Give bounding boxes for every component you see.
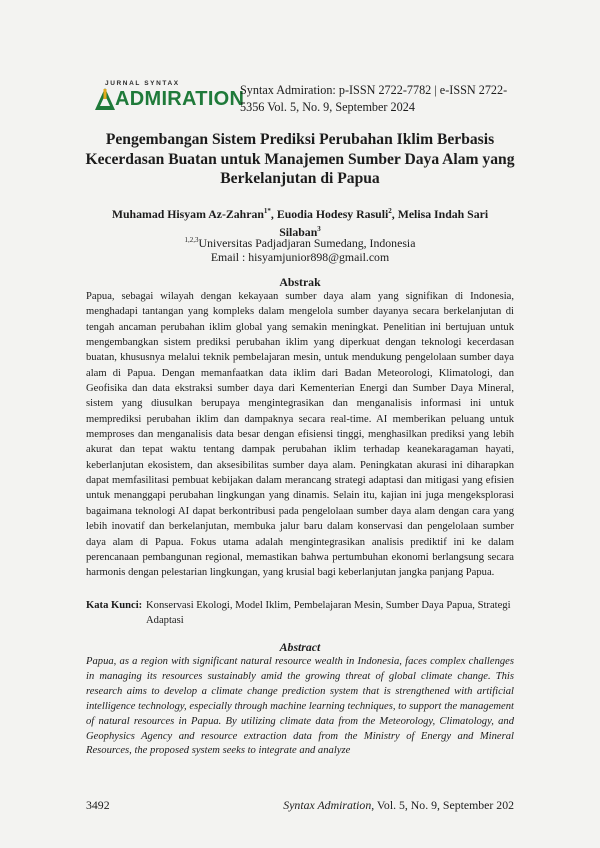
author-list: Muhamad Hisyam Az-Zahran$^{1*}$, Euodia Hodesy Rasuli$^2$, Melisa Indah Sari Silaban$^3$	[111, 206, 489, 239]
paper-title: Pengembangan Sistem Prediksi Perubahan Iklim Berbasis Kecerdasan Buatan untuk Manajemen Sumber Daya Alam yang Berkelanjutan di Papua	[85, 131, 515, 187]
author-name: Muhamad Hisyam Az-Zahran	[111, 206, 264, 221]
footer-volume: , Vol. 5, No. 9, September 202	[371, 798, 514, 812]
author-marker: 2	[388, 207, 392, 215]
author-marker: 1*	[263, 207, 271, 215]
affiliation	[90, 233, 510, 264]
page-number: 3492	[86, 798, 110, 812]
logo-small-text: JURNAL SYNTAX	[105, 80, 180, 87]
logo-emblem-icon	[93, 86, 117, 112]
author-name: Melisa Indah Sari Silaban	[279, 206, 489, 239]
affiliation-institution: Universitas Padjadjaran Sumedang, Indonesia	[198, 235, 416, 250]
journal-logo	[93, 80, 245, 116]
footer-journal-name: Syntax Admiration	[283, 798, 372, 812]
keywords-label: Kata Kunci:	[86, 600, 143, 611]
author-name: Euodia Hodesy Rasuli	[276, 206, 389, 221]
abstrak-heading: Abstrak	[279, 275, 321, 289]
keywords-block	[86, 598, 514, 628]
journal-info: Syntax Admiration: p-ISSN 2722-7782 | e-ISSN 2722-5356 Vol. 5, No. 9, September 2024	[240, 83, 508, 114]
logo-brand-text: ADMIRATION	[115, 88, 245, 110]
affiliation-institution-line	[90, 233, 510, 250]
abstract-heading: Abstract	[279, 640, 321, 654]
abstrak-body: Papua, sebagai wilayah dengan kekayaan sumber daya alam yang signifikan di Indonesia, menghadapi tantangan yang kompleks dalam mengelola sumber dayanya secara berkelanjutan di tengah ancaman perubahan iklim global yang semakin meningkat. Penelitian ini bertujuan untuk mengembangkan sistem prediksi perubahan iklim yang diperkuat dengan teknologi kecerdasan buatan, khususnya melalui teknik pembelajaran mesin, untuk mendukung pengelolaan sumber daya alam di Papua. Dengan memanfaatkan data iklim dari Badan Meteorologi, Klimatologi, dan Geofisika dan data ekstraksi sumber daya dari Kementerian Energi dan Sumber Daya Mineral, sistem yang diusulkan berupaya mengintegrasikan dan menganalisis informasi ini untuk memprediksi perubahan iklim dan dampaknya secara real-time. AI memberikan peluang untuk memproses dan menganalisis data besar dengan efisiensi tinggi, menghasilkan prediksi yang lebih akurat dan tepat waktu tentang dampak perubahan iklim terhadap keanekaragaman hayati, keberlanjutan ekosistem, dan aksesibilitas sumber daya alam. Peningkatan akurasi ini diharapkan dapat memfasilitasi pembuat kebijakan dalam merancang strategi adaptasi dan mitigasi yang efisien untuk menanggapi perubahan lingkungan yang dinamis. Selain itu, kajian ini juga mengeksplorasi bagaimana teknologi AI dapat berkontribusi pada pengelolaan sumber daya alam dengan cara yang lebih inovatif dan berkelanjutan, membuka jalur baru dalam konservasi dan pengelolaan sumber daya alam di Papua. Fokus utama adalah mengintegrasikan analisis prediktif ini ke dalam perencanaan pembangunan regional, memastikan bahwa pertumbuhan ekonomi berlangsung secara harmonis dengan pelestarian lingkungan, yang krusial bagi keberlanjutan jangka panjang Papua.	[86, 291, 514, 579]
abstract-body: Papua, as a region with significant natural resource wealth in Indonesia, faces complex challenges in managing its resources sustainably amid the growing threat of global climate change. This research aims to develop a climate change prediction system that is strengthened with artificial intelligence technology, especially through machine learning techniques, to support the management of natural resources in Papua. By utilizing climate data from the Meteorology, Climatology, and Geophysics Agency and resource extraction data from the Ministry of Energy and Mineral Resources, the proposed system seeks to integrate and analyze	[86, 656, 514, 757]
author-marker: 3	[317, 224, 321, 233]
footer-citation	[280, 798, 514, 813]
keywords-text: Konservasi Ekologi, Model Iklim, Pembelajaran Mesin, Sumber Daya Papua, Strategi Adaptasi	[146, 600, 511, 626]
affiliation-marker: 1,2,3	[184, 236, 199, 244]
affiliation-email: Email : hisyamjunior898@gmail.com	[210, 249, 390, 264]
